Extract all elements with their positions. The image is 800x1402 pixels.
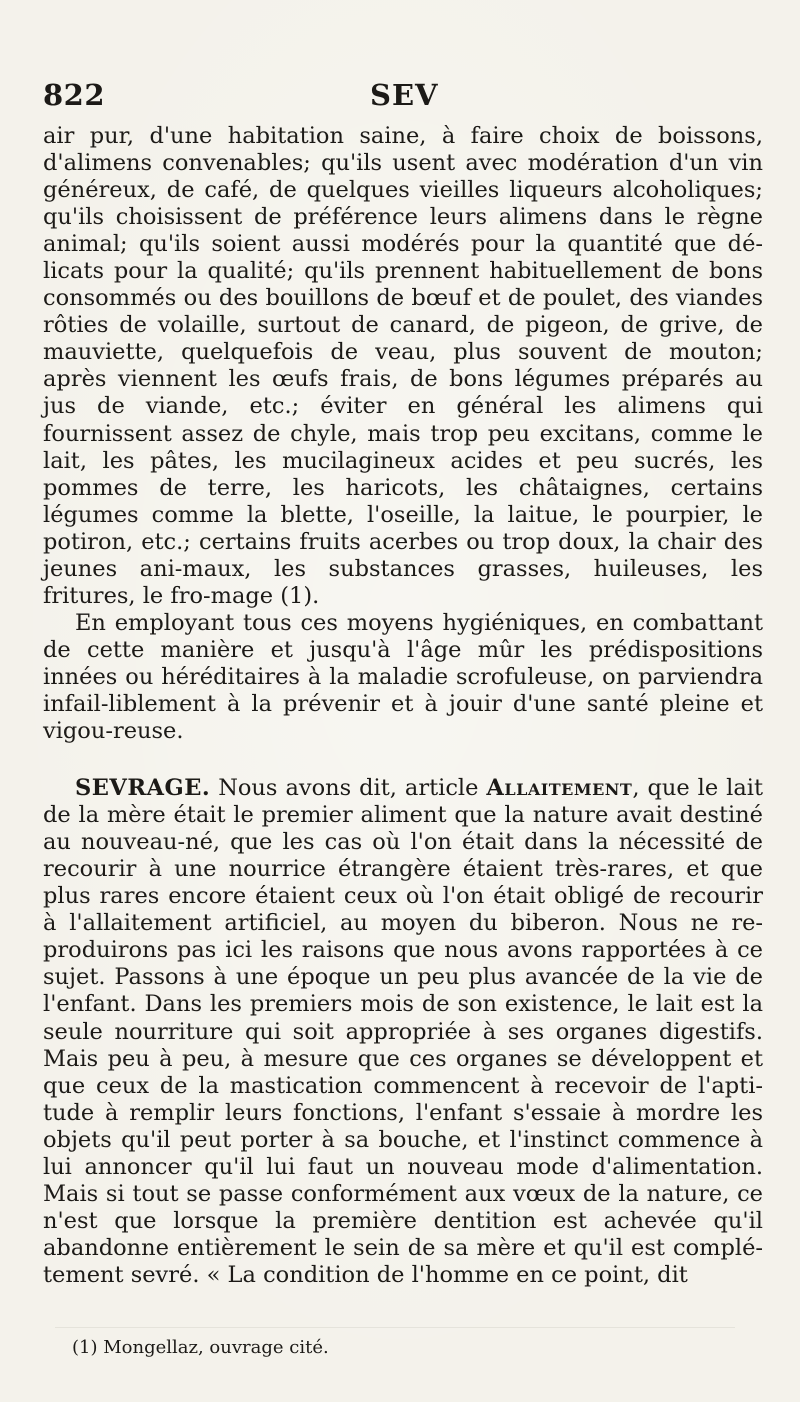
footnote-rule [55, 1327, 735, 1328]
entry-headword: SEVRAGE. [75, 775, 211, 802]
paragraph-prevention: En employant tous ces moyens hygiéniques, en combattant de cette manière et jusqu'à l'âge mûr les prédispositions innées ou héréditaires à la maladie scrofuleuse, on parviendra infail-liblement à la prévenir et à jouir d'une santé pleine et vigou-reuse. [43, 609, 763, 745]
entry-separator [43, 745, 763, 775]
footnote: (1) Mongellaz, ouvrage cité. [72, 1337, 329, 1358]
entry-sevrage [43, 775, 763, 1289]
running-head: SEV [370, 78, 439, 112]
paragraph-hygiene-diet: air pur, d'une habitation saine, à faire choix de boissons, d'alimens convenables; qu'ils usent avec modération d'un vin généreux, de café, de quelques vieilles liqueurs alcoholiques; qu'ils choisissent de préférence leurs alimens dans le règne animal; qu'ils soient aussi modérés pour la quantité que dé-licats pour la qualité; qu'ils prennent habituellement de bons consommés ou des bouillons de bœuf et de poulet, des viandes rôties de volaille, surtout de canard, de pigeon, de grive, de mauviette, quelquefois de veau, plus souvent de mouton; après viennent les œufs frais, de bons légumes préparés au jus de viande, etc.; éviter en général les alimens qui fournissent assez de chyle, mais trop peu excitans, comme le lait, les pâtes, les mucilagineux acides et peu sucrés, les pommes de terre, les haricots, les châtaignes, certains légumes comme la blette, l'oseille, la laitue, le pourpier, le potiron, etc.; certains fruits acerbes ou trop doux, la chair des jeunes ani-maux, les substances grasses, huileuses, les fritures, le fro-mage (1). [43, 123, 763, 609]
body-text [43, 123, 763, 1289]
page-header [40, 78, 760, 114]
entry-text-intro: Nous avons dit, article [218, 775, 479, 802]
page-number: 822 [43, 78, 106, 112]
entry-cross-reference: Allaitement [486, 775, 633, 802]
entry-text-body: , que le lait de la mère était le premier aliment que la nature avait destiné au nouveau-né, que les cas où l'on était dans la nécessité de recourir à une nourrice étrangère étaient très-rares, et que plus rares encore étaient ceux où l'on était obligé de recourir à l'allaitement artificiel, au moyen du biberon. Nous ne re-produirons pas ici les raisons que nous avons rapportées à ce sujet. Passons à une époque un peu plus avancée de la vie de l'enfant. Dans les premiers mois de son existence, le lait est la seule nourriture qui soit appropriée à ses organes digestifs. Mais peu à peu, à mesure que ces organes se développent et que ceux de la mastication commencent à recevoir de l'apti-tude à remplir leurs fonctions, l'enfant s'essaie à mordre les objets qu'il peut porter à sa bouche, et l'instinct commence à lui annoncer qu'il lui faut un nouveau mode d'alimentation. Mais si tout se passe conformément aux vœux de la nature, ce n'est que lorsque la première dentition est achevée qu'il abandonne entièrement le sein de sa mère et qu'il est complé-tement sevré. « La condition de l'homme en ce point, dit [43, 775, 763, 1288]
